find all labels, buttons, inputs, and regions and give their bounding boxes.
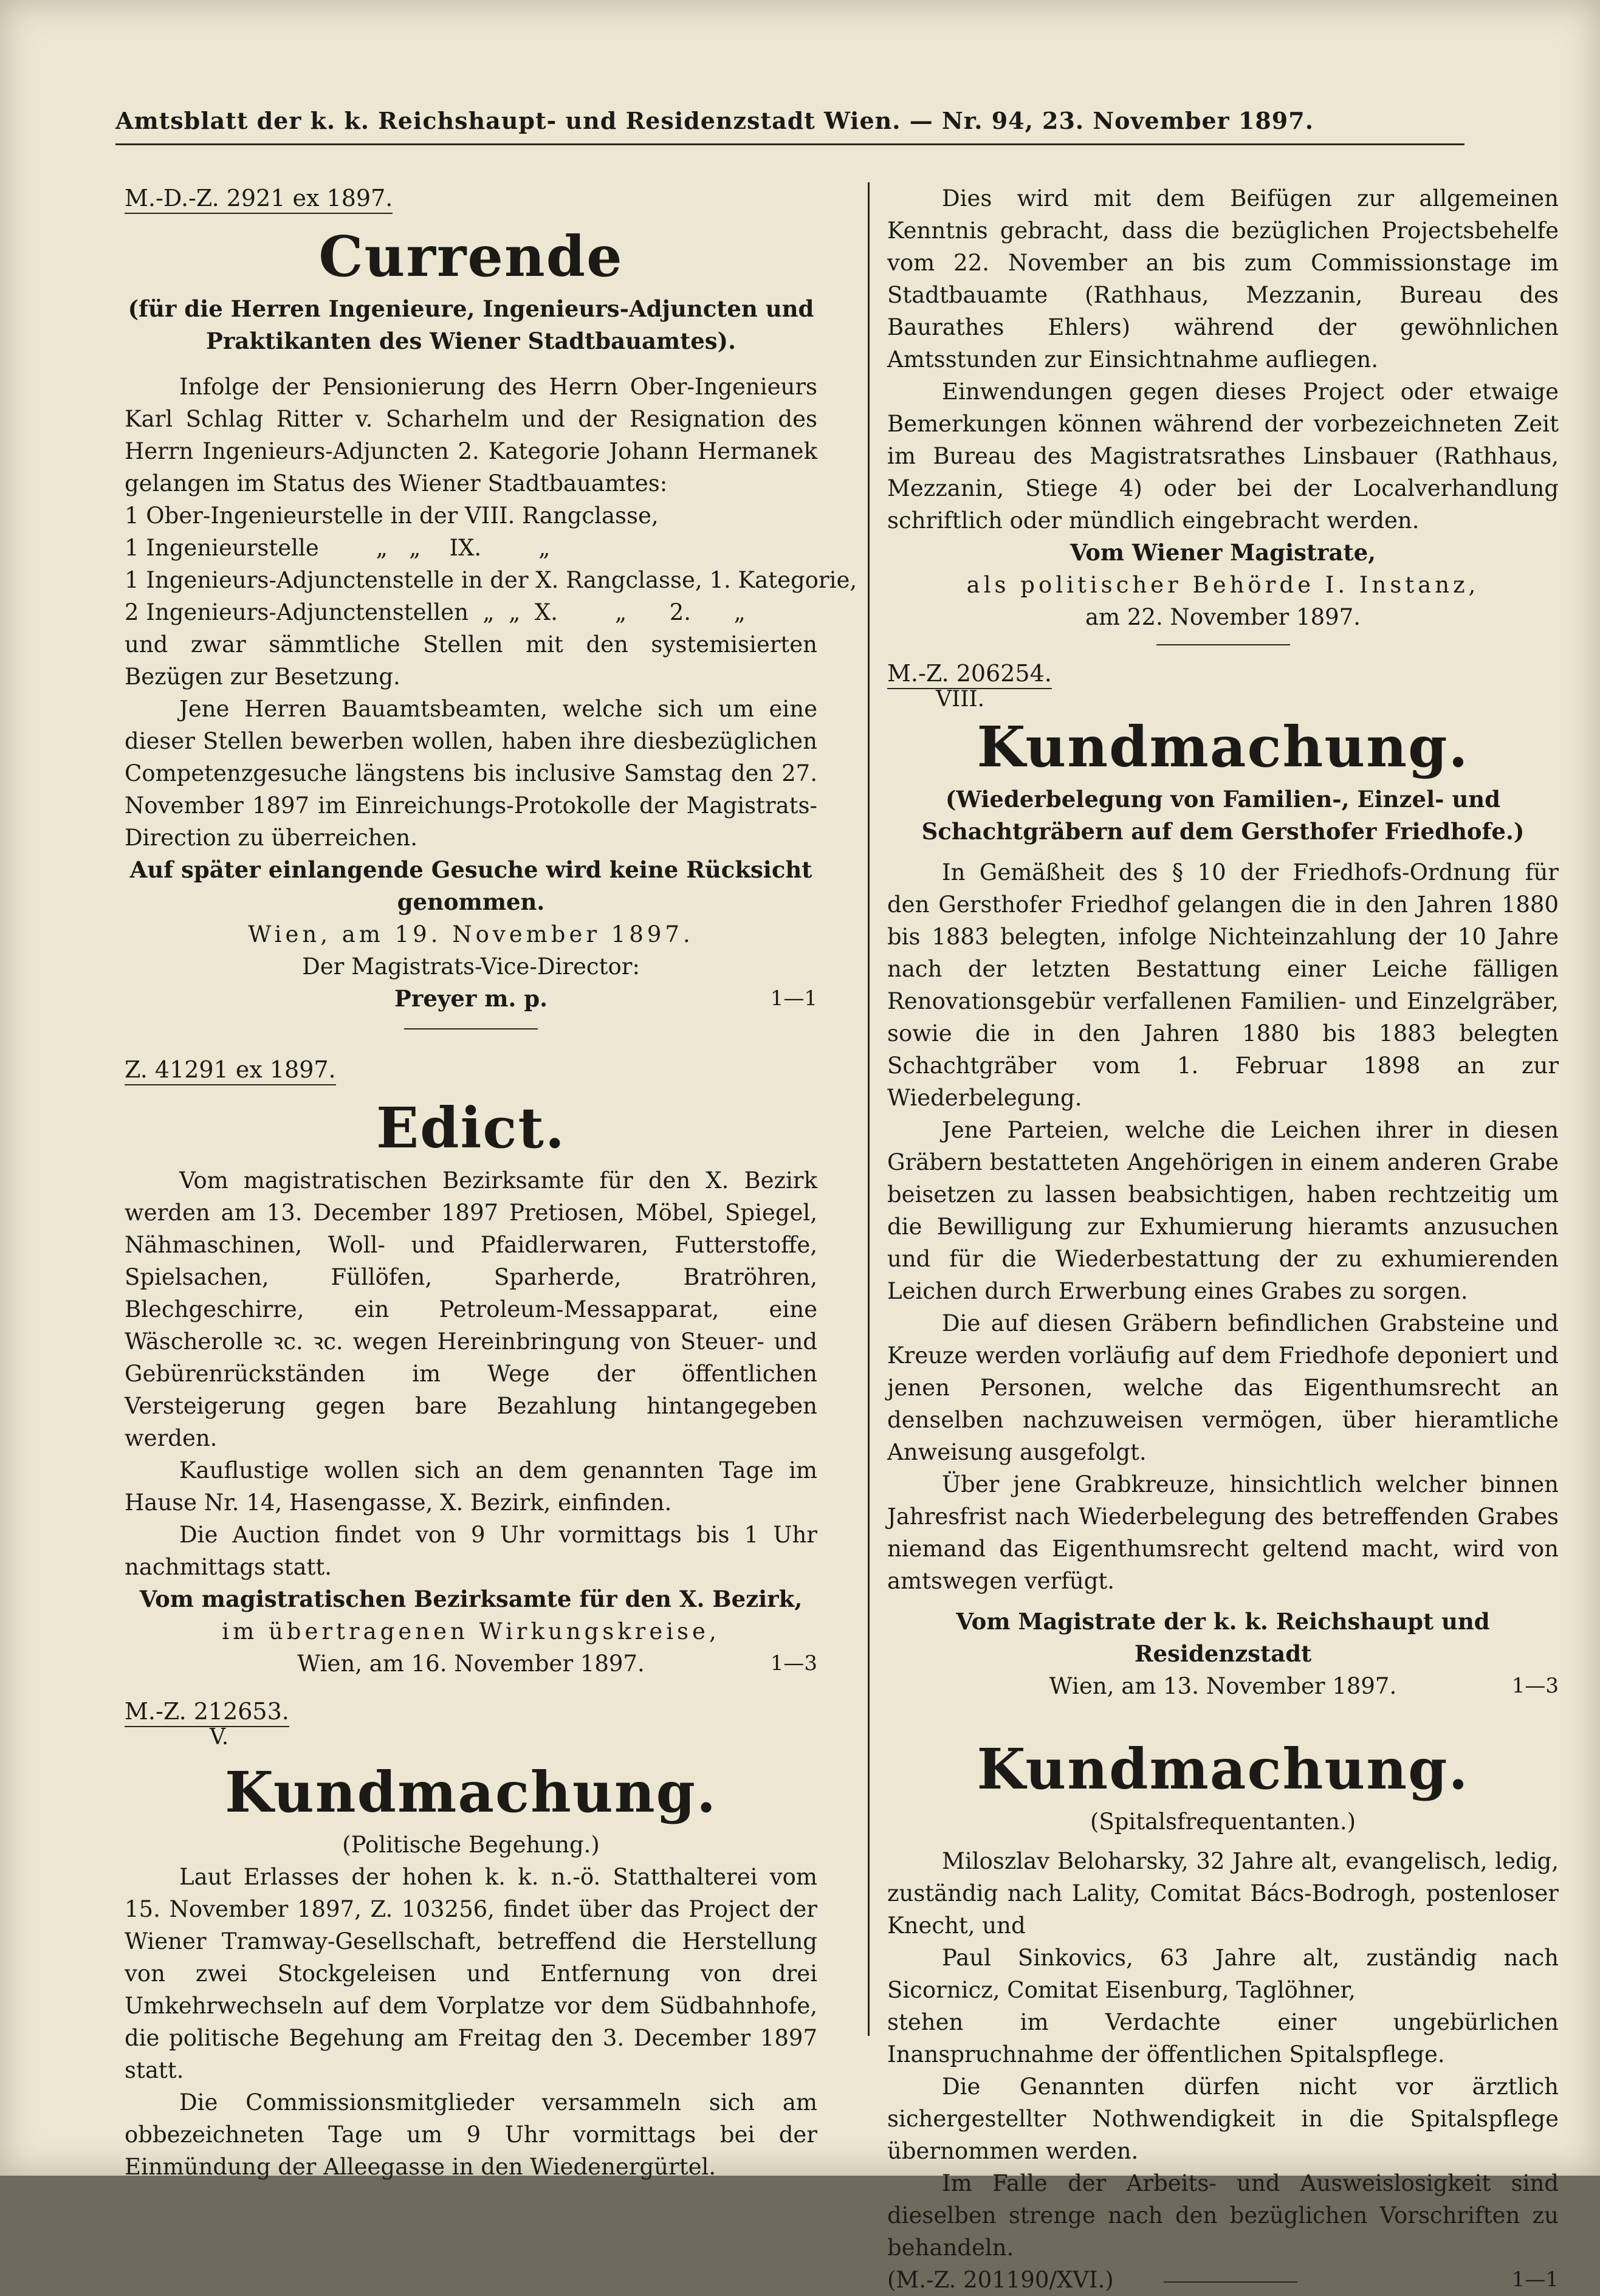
kundmachung-reference: M.-Z. 212653. — [125, 1698, 289, 1727]
kundmachung-insertion-number: 1—1 — [1511, 2267, 1559, 2292]
kundmachung-paragraph-3: Die auf diesen Gräbern befindlichen Grabsteine und Kreuze werden vorläufig auf dem Friedhofe deponiert und jenen Personen, welche das Eigenthumsrecht an denselben nachzuweisen vermögen, über hieramtliche Anweisung ausgefolgt. — [887, 1310, 1559, 1465]
header-rule — [115, 143, 1464, 145]
left-column — [125, 182, 857, 2183]
kundmachung-paragraph-1: In Gemäßheit des § 10 der Friedhofs-Ordnung für den Gersthofer Friedhof gelangen die in den Jahren 1880 bis 1883 belegten, infolge Nichteinzahlung der 10 Jahre nach der letzten Bestattung einer Leiche fälligen Renovationsgebür verfallenen Familien- und Einzelgräber, sowie die in den Jahren 1880 bis 1883 belegten Schachtgräber vom 1. Februar 1898 an zur Wiederbelegung. — [887, 859, 1559, 1111]
edict-title: Edict. — [376, 1095, 566, 1161]
running-head: Amtsblatt der k. k. Reichshaupt- und Residenzstadt Wien. — Nr. 94, 23. November 1897. — [115, 107, 1314, 134]
currende-list-item: 1 Ingenieurs-Adjunctenstelle in der X. Rangclasse, 1. Kategorie, — [125, 567, 857, 593]
kundmachung-title: Kundmachung. — [977, 714, 1469, 780]
currende-date: Wien, am 19. November 1897. — [248, 921, 694, 947]
edict-authority: Vom magistratischen Bezirksamte für den X. Bezirk, — [139, 1586, 803, 1612]
currende-reference: M.-D.-Z. 2921 ex 1897. — [125, 185, 393, 214]
kundmachung-paragraph-2: Paul Sinkovics, 63 Jahre alt, zuständig nach Sicornicz, Comitat Eisenburg, Taglöhner, — [887, 1945, 1559, 2003]
currende-title: Currende — [318, 224, 623, 289]
kundmachung-begehung — [125, 1696, 817, 2183]
kundmachung-paragraph-4: Über jene Grabkreuze, hinsichtlich welcher binnen Jahresfrist nach Wiederbelegung des betreffenden Grabes niemand das Eigenthumsrecht geltend macht, wird von amtswegen verfügt. — [887, 1471, 1559, 1594]
kundmachung-end-reference: (M.-Z. 201190/XVI.) — [887, 2267, 1114, 2293]
kundmachung-paragraph-3: stehen im Verdachte einer ungebürlichen Inanspruchnahme der öffentlichen Spitalspflege. — [887, 2009, 1559, 2067]
kundmachung-paragraph-2: Die Commissionsmitglieder versammeln sich am obbezeichneten Tage um 9 Uhr vormittags bei der Einmündung der Alleegasse in den Wiedenergürtel. — [125, 2089, 817, 2180]
kundmachung-title: Kundmachung. — [224, 1759, 718, 1825]
continuation-authority: Vom Wiener Magistrate, — [1070, 539, 1376, 566]
currende-insertion-number: 1—1 — [770, 986, 817, 1011]
kundmachung-subtitle: (Wiederbelegung von Familien-, Einzel- und Schachtgräbern auf dem Gersthofer Friedhofe.) — [921, 786, 1525, 845]
edict-date-row — [125, 1648, 817, 1680]
edict-paragraph-2: Kauflustige wollen sich an dem genannten Tage im Hause Nr. 14, Hasengasse, X. Bezirk, einfinden. — [125, 1457, 817, 1516]
continuation-paragraph-2: Einwendungen gegen dieses Project oder etwaige Bemerkungen können während der vorbezeichneten Zeit im Bureau des Magistratsrathes Linsbauer (Rathhaus, Mezzanin, Stiege 4) oder bei der Localverhandlung schriftlich oder mündlich eingebracht werden. — [887, 379, 1559, 534]
continuation-paragraph-1: Dies wird mit dem Beifügen zur allgemeinen Kenntnis gebracht, dass die bezüglichen Projectsbehelfe vom 22. November an bis zum Commissionstage im Stadtbauamte (Rathhaus, Mezzanin, Bureau des Baurathes Ehlers) während der gewöhnlichen Amtsstunden zur Einsichtnahme aufliegen. — [887, 185, 1559, 373]
kundmachung-reference: M.-Z. 206254. — [887, 660, 1052, 689]
section-divider — [1156, 644, 1290, 645]
edict-notice — [125, 1054, 817, 1696]
begehung-continuation — [887, 182, 1559, 645]
kundmachung-paragraph-1: Miloszlav Beloharsky, 32 Jahre alt, evangelisch, ledig, zuständig nach Lality, Comitat Bács-Bodrogh, postenloser Knecht, und — [887, 1848, 1559, 1939]
kundmachung-date-row — [887, 1670, 1559, 1702]
edict-date: Wien, am 16. November 1897. — [297, 1651, 645, 1677]
currende-signature-role: Der Magistrats-Vice-Director: — [302, 954, 640, 980]
currende-subtitle: (für die Herren Ingenieure, Ingenieurs-Adjuncten und Praktikanten des Wiener Stadtbauamtes). — [128, 295, 814, 354]
kundmachung-insertion-number: 1—3 — [1511, 1674, 1559, 1698]
edict-authority-scope: im übertragenen Wirkungskreise, — [222, 1618, 720, 1645]
currende-notice — [125, 182, 857, 1029]
edict-paragraph-1: Vom magistratischen Bezirksamte für den X. Bezirk werden am 13. December 1897 Pretiosen, Möbel, Spiegel, Nähmaschinen, Woll- und Pfaidlerwaren, Futterstoffe, Spielsachen, Füllöfen, Sparherde, Bratröhren, Blechgeschirre, ein Petroleum-Messapparat, eine Wäscherolle ꝛc. ꝛc. wegen Hereinbringung von Steuer- und Gebürenrückständen im Wege der öffentlichen Versteigerung gegen bare Bezahlung hintangegeben werden. — [125, 1167, 817, 1451]
kundmachung-subtitle: (Politische Begehung.) — [342, 1832, 600, 1858]
currende-signature-name: Preyer m. p. — [394, 985, 548, 1012]
kundmachung-paragraph-4: Die Genannten dürfen nicht vor ärztlich sichergestellter Nothwendigkeit in die Spitalspflege übernommen werden. — [887, 2074, 1559, 2164]
kundmachung-spital — [887, 1736, 1559, 2296]
kundmachung-department: V. — [210, 1725, 229, 1750]
currende-list-item: 1 Ober-Ingenieurstelle in der VIII. Rangclasse, — [125, 503, 659, 529]
edict-paragraph-3: Die Auction findet von 9 Uhr vormittags bis 1 Uhr nachmittags statt. — [125, 1522, 817, 1580]
currende-list-item: 1 Ingenieurstelle „ „ IX. „ — [125, 535, 551, 561]
currende-signature-row — [125, 983, 817, 1015]
kundmachung-friedhof — [887, 658, 1559, 1727]
currende-paragraph-1: Infolge der Pensionierung des Herrn Ober-Ingenieurs Karl Schlag Ritter v. Scharhelm und der Resignation des Herrn Ingenieurs-Adjuncten 2. Kategorie Johann Hermanek gelangen im Status des Wiener Stadtbauamtes: — [125, 374, 817, 497]
section-divider — [404, 1028, 538, 1029]
edict-insertion-number: 1—3 — [770, 1651, 817, 1676]
kundmachung-paragraph-5: Im Falle der Arbeits- und Ausweislosigkeit sind dieselben strenge nach den bezüglichen Vorschriften zu behandeln. — [887, 2170, 1559, 2261]
kundmachung-title: Kundmachung. — [977, 1736, 1469, 1802]
kundmachung-authority: Vom Magistrate der k. k. Reichshaupt und Residenzstadt — [956, 1608, 1490, 1667]
edict-reference: Z. 41291 ex 1897. — [125, 1056, 336, 1085]
currende-paragraph-2: und zwar sämmtliche Stellen mit den systemisierten Bezügen zur Besetzung. — [125, 631, 817, 690]
section-divider — [1164, 2281, 1297, 2283]
kundmachung-department: VIII. — [936, 687, 985, 712]
continuation-authority-scope: als politischer Behörde I. Instanz, — [966, 572, 1480, 598]
kundmachung-subtitle: (Spitalsfrequentanten.) — [1090, 1809, 1356, 1835]
currende-paragraph-3: Jene Herren Bauamtsbeamten, welche sich um eine dieser Stellen bewerben wollen, haben ihre diesbezüglichen Competenzgesuche längstens bis inclusive Samstag den 27. November 1897 im Einreichungs-Protokolle der Magistrats-Direction zu überreichen. — [125, 696, 817, 851]
continuation-date: am 22. November 1897. — [1085, 604, 1361, 630]
kundmachung-date: Wien, am 13. November 1897. — [1049, 1673, 1397, 1699]
right-column — [851, 182, 1559, 2296]
kundmachung-reference-row — [887, 2264, 1559, 2296]
kundmachung-paragraph-1: Laut Erlasses der hohen k. k. n.-ö. Statthalterei vom 15. November 1897, Z. 103256, findet über das Project der Wiener Tramway-Gesellschaft, betreffend die Herstellung von zwei Stockgeleisen und Entfernung von drei Umkehrwechseln auf dem Vorplatze vor dem Südbahnhofe, die politische Begehung am Freitag den 3. December 1897 statt. — [125, 1864, 817, 2083]
kundmachung-paragraph-2: Jene Parteien, welche die Leichen ihrer in diesen Gräbern bestatteten Angehörigen in einem anderen Grabe beisetzen zu lassen beabsichtigen, haben rechtzeitig um die Bewilligung zur Exhumierung hieramts anzusuchen und für die Wiederbestattung der zu exhumierenden Leichen durch Erwerbung eines Grabes zu sorgen. — [887, 1117, 1559, 1304]
currende-notice-line: Auf später einlangende Gesuche wird keine Rücksicht genommen. — [129, 856, 812, 915]
currende-list-item: 2 Ingenieurs-Adjunctenstellen „ „ X. „ 2. „ — [125, 599, 746, 625]
